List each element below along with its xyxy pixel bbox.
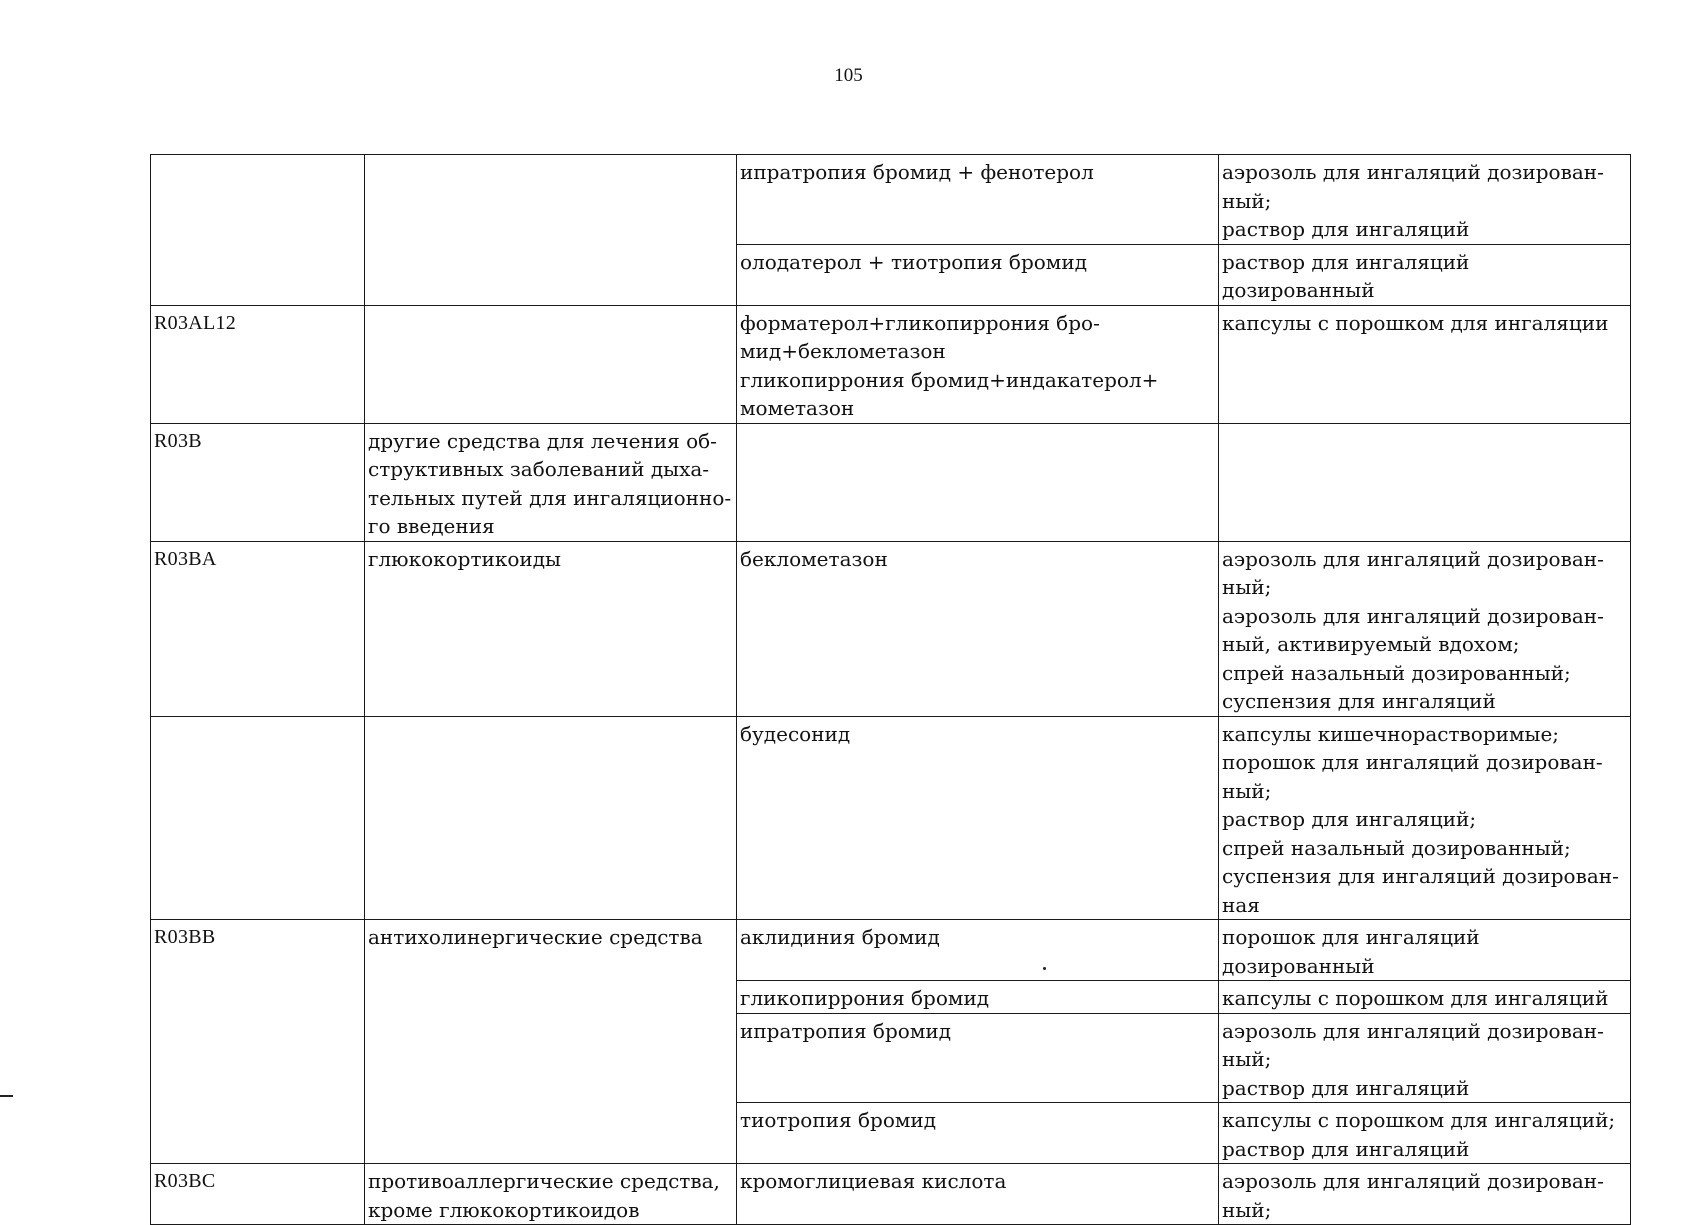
group-name-cell [365, 305, 737, 423]
dosage-form-cell: капсулы с порошком для ингаляции [1219, 305, 1631, 423]
drug-name-cell: ипратропия бромид [737, 1013, 1219, 1103]
table-row [151, 920, 1631, 981]
drug-name-cell: тиотропия бромид [737, 1103, 1219, 1164]
table-row [151, 541, 1631, 716]
drug-name-cell: гликопиррония бромид [737, 981, 1219, 1014]
drug-classification-table [150, 154, 1631, 1225]
table-row [151, 305, 1631, 423]
drug-name-cell: форматерол+гликопиррония бро- мид+беклометазон гликопиррония бромид+индакатерол+ мометазон [737, 305, 1219, 423]
group-name-cell: другие средства для лечения об- структивных заболеваний дыха- тельных путей для ингаляционно- го введения [365, 423, 737, 541]
group-name-cell [365, 155, 737, 306]
drug-name-cell: кромоглициевая кислота [737, 1164, 1219, 1225]
dosage-form-cell: капсулы с порошком для ингаляций; раствор для ингаляций [1219, 1103, 1631, 1164]
table-row [151, 155, 1631, 245]
table-row [151, 716, 1631, 920]
group-name-cell: противоаллергические средства, кроме глюкокортикоидов [365, 1164, 737, 1225]
dosage-form-cell: раствор для ингаляций дозированный [1219, 244, 1631, 305]
dosage-form-cell: капсулы кишечнорастворимые; порошок для ингаляций дозирован- ный; раствор для ингаляций; спрей назальный дозированный; суспензия для ингаляций дозирован- ная [1219, 716, 1631, 920]
dosage-form-cell: аэрозоль для ингаляций дозирован- ный; раствор для ингаляций [1219, 155, 1631, 245]
group-name-cell: глюкокортикоиды [365, 541, 737, 716]
drug-name-cell: олодатерол + тиотропия бромид [737, 244, 1219, 305]
dosage-form-cell: аэрозоль для ингаляций дозирован- ный; раствор для ингаляций [1219, 1013, 1631, 1103]
page-number: 105 [834, 65, 863, 86]
atc-code-cell: R03B [151, 423, 365, 541]
atc-code-cell: R03BA [151, 541, 365, 716]
margin-mark [0, 1095, 13, 1097]
atc-code-cell [151, 155, 365, 306]
scan-speck [1043, 967, 1046, 970]
dosage-form-cell: аэрозоль для ингаляций дозирован- ный; аэрозоль для ингаляций дозирован- ный, активируемый вдохом; спрей назальный дозированный; суспензия для ингаляций [1219, 541, 1631, 716]
drug-name-cell: аклидиния бромид [737, 920, 1219, 981]
atc-code-cell: R03BC [151, 1164, 365, 1225]
atc-code-cell: R03BB [151, 920, 365, 1164]
table-row [151, 1164, 1631, 1225]
atc-code-cell: R03AL12 [151, 305, 365, 423]
drug-name-cell: будесонид [737, 716, 1219, 920]
drug-name-cell: ипратропия бромид + фенотерол [737, 155, 1219, 245]
dosage-form-cell: капсулы с порошком для ингаляций [1219, 981, 1631, 1014]
group-name-cell: антихолинергические средства [365, 920, 737, 1164]
atc-code-cell [151, 716, 365, 920]
dosage-form-cell [1219, 423, 1631, 541]
drug-name-cell: беклометазон [737, 541, 1219, 716]
table-row [151, 423, 1631, 541]
drug-name-cell [737, 423, 1219, 541]
dosage-form-cell: аэрозоль для ингаляций дозирован- ный; [1219, 1164, 1631, 1225]
group-name-cell [365, 716, 737, 920]
dosage-form-cell: порошок для ингаляций дозированный [1219, 920, 1631, 981]
